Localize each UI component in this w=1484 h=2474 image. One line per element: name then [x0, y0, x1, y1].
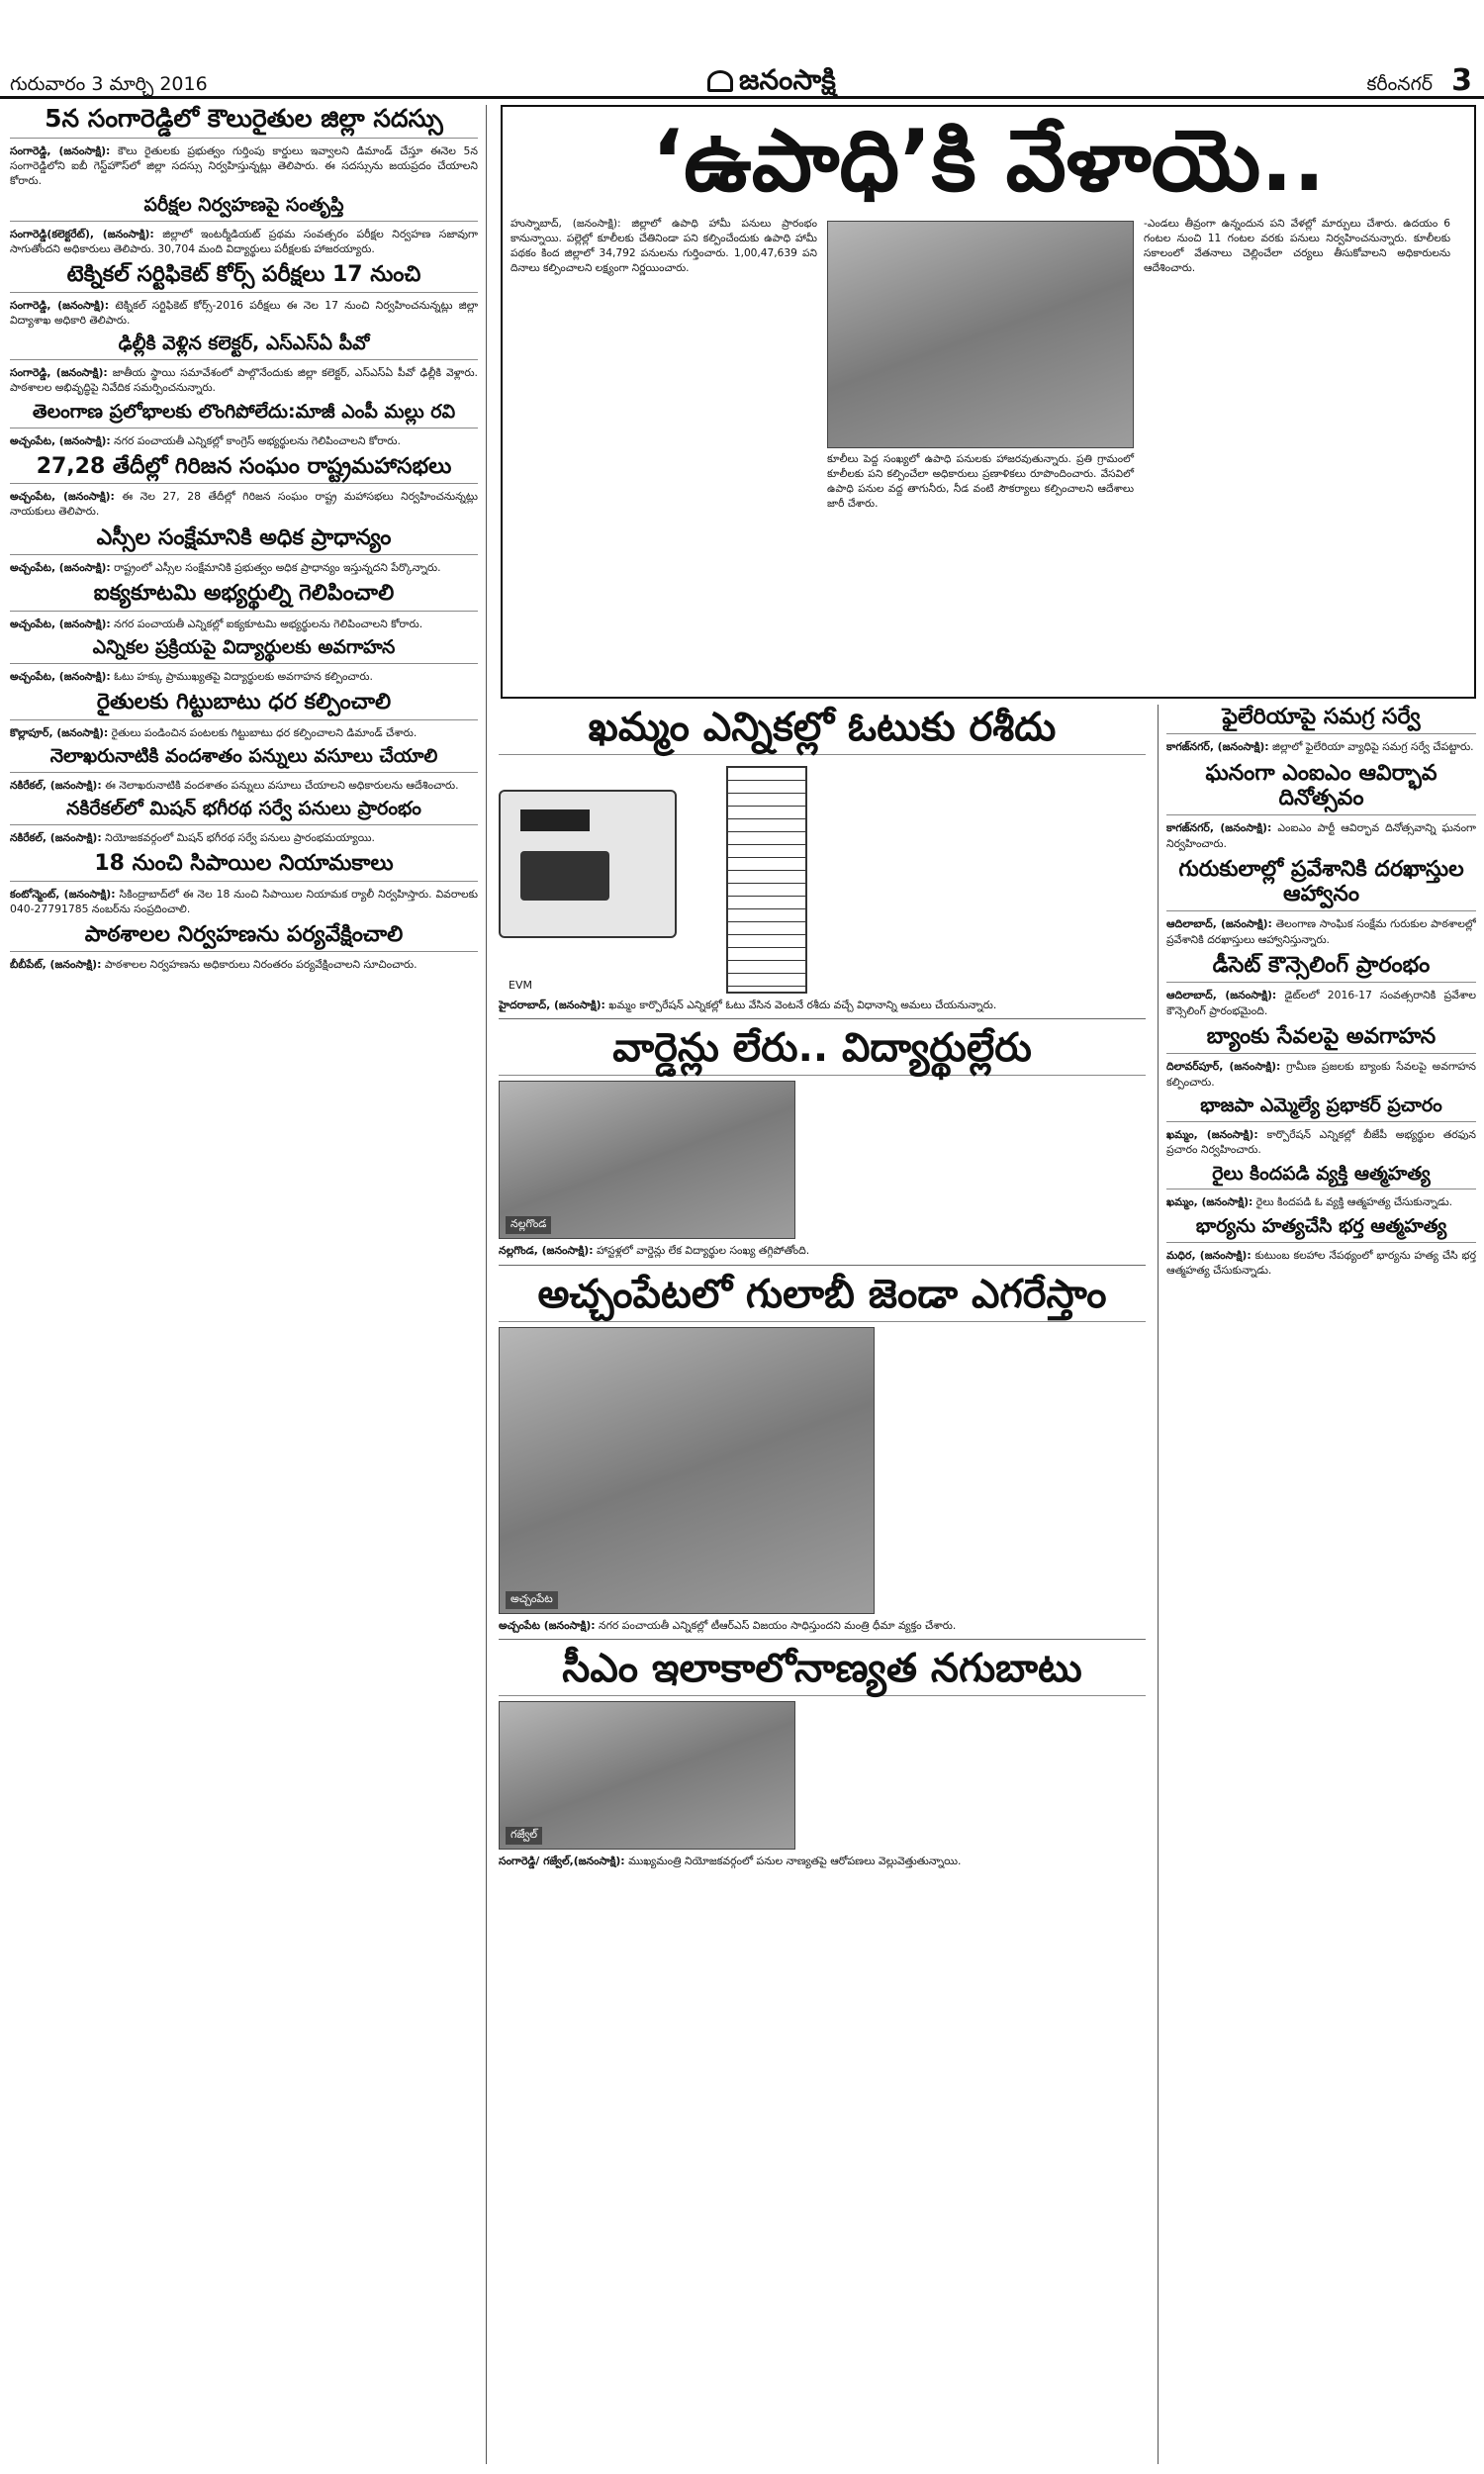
dateline: నకిరేకల్, (జనంసాక్షి): — [10, 778, 102, 792]
story-body: జాతీయ స్థాయి సమావేశంలో పాల్గొనేందుకు జిల్లా కలెక్టర్, ఎస్ఎస్ఏ పీవో ఢిల్లీకి వెళ్లారు. పాఠశాలల అభివృద్ధిపై నివేదిక సమర్పించనున్నారు. — [10, 366, 478, 395]
story-headline: అచ్చంపేటలో గులాబీ జెండా ఎగరేస్తాం — [499, 1272, 1146, 1322]
story-headline: తెలంగాణ ప్రలోభాలకు లొంగిపోలేదు:మాజీ ఎంపీ మల్లు రవి — [10, 402, 478, 428]
story-body: ఎంఐఎం పార్టీ ఆవిర్భావ దినోత్సవాన్ని ఘనంగా నిర్వహించారు. — [1166, 821, 1476, 850]
dateline: అచ్చంపేట, (జనంసాక్షి): — [10, 490, 115, 504]
lead-col-1: హుస్నాబాద్, (జనంసాక్షి): జిల్లాలో ఉపాధి హామీ పనులు ప్రారంభం కానున్నాయి. పల్లెల్లో కూలీలకు చేతినిండా పని కల్పించేందుకు ఉపాధి హామీ పథకం కింద జిల్లాలో 34,792 పనులను గుర్తించారు. 1,00,47,639 పని దినాలు కల్పించాలని లక్ష్యంగా నిర్ణయించారు. — [510, 217, 817, 274]
dateline: ఖమ్మం, (జనంసాక్షి): — [1166, 1127, 1258, 1141]
dateline: సంగారెడ్డి, (జనంసాక్షి): — [10, 143, 111, 157]
story-headline: 5న సంగారెడ్డిలో కౌలురైతుల జిల్లా సదస్సు — [10, 105, 478, 139]
news-story — [1166, 1095, 1476, 1158]
story-headline: భాజపా ఎమ్మెల్యే ప్రభాకర్ ప్రచారం — [1166, 1095, 1476, 1122]
lead-photo — [827, 221, 1134, 448]
story-body: జిల్లాలో ఫైలేరియా వ్యాధిపై సమగ్ర సర్వే చేపట్టారు. — [1272, 740, 1474, 754]
dateline: ఆదిలాబాద్, (జనంసాక్షి): — [1166, 917, 1272, 931]
news-story — [1166, 1164, 1476, 1210]
story-headline: 27,28 తేదీల్లో గిరిజన సంఘం రాష్ట్రమహాసభలు — [10, 454, 478, 484]
masthead — [0, 0, 1484, 99]
story-photo — [499, 1081, 795, 1239]
news-story — [1166, 1024, 1476, 1090]
story-headline: సీఎం ఇలాకాలోనాణ్యత నగుబాటు — [499, 1646, 1146, 1696]
dateline: సంగారెడ్డి/ గజ్వేల్,(జనంసాక్షి): — [499, 1854, 625, 1867]
story-headline: ఘనంగా ఎంఐఎం ఆవిర్భావ దినోత్సవం — [1166, 761, 1476, 816]
news-story — [1166, 857, 1476, 947]
dateline: నకిరేకల్, (జనంసాక్షి): — [10, 830, 102, 844]
news-story — [499, 1272, 1146, 1633]
dateline: అచ్చంపేట, (జనంసాక్షి): — [10, 433, 111, 447]
middle-column — [499, 705, 1146, 2464]
story-body: నగర పంచాయతీ ఎన్నికల్లో ఐక్యకూటమి అభ్యర్థులను గెలిపించాలని కోరారు. — [114, 617, 423, 630]
story-headline: 18 నుంచి సిపాయిల నియామకాలు — [10, 851, 478, 881]
story-headline: వార్డెన్లు లేరు.. విద్యార్థుల్లేరు — [499, 1025, 1146, 1076]
news-story — [10, 402, 478, 448]
story-body: కార్పొరేషన్ ఎన్నికల్లో బీజేపీ అభ్యర్థుల తరఫున ప్రచారం నిర్వహించారు. — [1166, 1127, 1476, 1157]
dateline: బీబీపేట్, (జనంసాక్షి): — [10, 958, 102, 972]
story-body: గ్రామీణ ప్రజలకు బ్యాంకు సేవలపై అవగాహన కల్పించారు. — [1166, 1060, 1476, 1089]
story-body: నగర పంచాయతీ ఎన్నికల్లో టీఆర్ఎస్ విజయం సాధిస్తుందని మంత్రి ధీమా వ్యక్తం చేశారు. — [599, 1618, 957, 1632]
story-headline: రైలు కిందపడి వ్యక్తి ఆత్మహత్య — [1166, 1164, 1476, 1190]
story-body: రైతులు పండించిన పంటలకు గిట్టుబాటు ధర కల్పించాలని డిమాండ్ చేశారు. — [111, 725, 417, 739]
story-body: కుటుంబ కలహాల నేపథ్యంలో భార్యను హత్య చేసి భర్త ఆత్మహత్య చేసుకున్నాడు. — [1166, 1248, 1476, 1277]
photo-label: EVM — [509, 979, 532, 992]
story-body: తెలంగాణ సాంఘిక సంక్షేమ గురుకుల పాఠశాలల్లో ప్రవేశానికి దరఖాస్తులు ఆహ్వానిస్తున్నారు. — [1166, 917, 1476, 946]
story-body: కౌలు రైతులకు ప్రభుత్వం గుర్తింపు కార్డులు ఇవ్వాలని డిమాండ్ చేస్తూ ఈనెల 5న సంగారెడ్డిలోని ఐబీ గెస్ట్‌హౌస్‌లో జిల్లా సదస్సు నిర్వహిస్తున్నట్లు తెలిపారు. ఈ సదస్సును జయప్రదం చేయాలని కోరారు. — [10, 143, 479, 188]
dateline: హైదరాబాద్, (జనంసాక్షి): — [499, 999, 605, 1011]
dateline: కాగజ్‌నగర్, (జనంసాక్షి): — [1166, 821, 1272, 835]
photo-label: నల్లగొండ — [506, 1216, 551, 1234]
ballot-unit-icon — [726, 766, 807, 994]
story-body: రాష్ట్రంలో ఎస్సీల సంక్షేమానికి ప్రభుత్వం అధిక ప్రాధాన్యం ఇస్తున్నదని పేర్కొన్నారు. — [114, 561, 441, 575]
story-body: పాఠశాలల నిర్వహణను అధికారులు నిరంతరం పర్యవేక్షించాలని సూచించారు. — [104, 958, 417, 972]
news-story — [1166, 953, 1476, 1018]
evm-illustration — [499, 760, 1146, 998]
story-body: ఖమ్మం కార్పొరేషన్ ఎన్నికల్లో ఓటు వేసిన వెంటనే రశీదు వచ్చే విధానాన్ని అమలు చేయనున్నారు. — [608, 999, 997, 1011]
dateline: ఖమ్మం, (జనంసాక్షి): — [1166, 1195, 1253, 1209]
paper-logo — [707, 63, 836, 103]
story-photo — [499, 1701, 795, 1850]
story-body: నియోజకవర్గంలో మిషన్ భగీరథ సర్వే పనులు ప్రారంభమయ్యాయి. — [105, 830, 375, 844]
story-body: డైట్‌లలో 2016-17 సంవత్సరానికి ప్రవేశాల కౌన్సెలింగ్ ప్రారంభమైంది. — [1166, 989, 1476, 1017]
story-headline: ఎస్సీల సంక్షేమానికి అధిక ప్రాధాన్యం — [10, 525, 478, 555]
news-story — [10, 922, 478, 973]
dateline: సంగారెడ్డి(కలెక్టరేట్), (జనంసాక్షి): — [10, 227, 154, 240]
dateline: దిలావర్‌పూర్, (జనంసాక్షి): — [1166, 1060, 1281, 1074]
news-story — [1166, 1216, 1476, 1279]
news-story — [10, 581, 478, 631]
story-headline: డీసెట్ కౌన్సెలింగ్ ప్రారంభం — [1166, 953, 1476, 983]
paper-logo-icon — [707, 70, 733, 92]
dateline: అచ్చంపేట, (జనంసాక్షి): — [10, 561, 111, 575]
dateline: కొల్లాపూర్, (జనంసాక్షి): — [10, 725, 109, 739]
dateline: మధిర, (జనంసాక్షి): — [1166, 1248, 1252, 1262]
story-headline: భార్యను హత్యచేసి భర్త ఆత్మహత్య — [1166, 1216, 1476, 1243]
lead-col-3: -ఎండలు తీవ్రంగా ఉన్నందున పని వేళల్లో మార్పులు చేశారు. ఉదయం 6 గంటల నుంచి 11 గంటల వరకు పనులు నిర్వహించనున్నారు. కూలీలకు సకాలంలో వేతనాలు చెల్లించేలా చర్యలు తీసుకోవాలని అధికారులను ఆదేశించారు. — [1144, 217, 1450, 274]
news-story — [10, 333, 478, 396]
news-story — [10, 637, 478, 684]
dateline: నల్లగొండ, (జనంసాక్షి): — [499, 1244, 594, 1258]
news-story — [10, 262, 478, 328]
paper-name: జనంసాక్షి — [739, 63, 836, 96]
story-headline: ఐక్యకూటమి అభ్యర్థుల్ని గెలిపించాలి — [10, 581, 478, 611]
evm-machine-icon — [499, 790, 677, 938]
dateline: అచ్చంపేట (జనంసాక్షి): — [499, 1618, 596, 1632]
news-story — [10, 525, 478, 576]
news-story — [499, 1646, 1146, 1868]
story-headline: టెక్నికల్ సర్టిఫికెట్ కోర్స్ పరీక్షలు 17 నుంచి — [10, 262, 478, 292]
news-story — [10, 454, 478, 520]
story-headline: పరీక్షల నిర్వహణపై సంతృప్తి — [10, 195, 478, 222]
story-headline: నకిరేకల్‌లో మిషన్ భగీరథ సర్వే పనులు ప్రారంభం — [10, 799, 478, 825]
story-body: హాస్టళ్లలో వార్డెన్లు లేక విద్యార్థుల సంఖ్య తగ్గిపోతోంది. — [596, 1244, 810, 1258]
story-body: నగర పంచాయతీ ఎన్నికల్లో కాంగ్రెస్ అభ్యర్థులను గెలిపించాలని కోరారు. — [114, 433, 401, 447]
news-story — [10, 799, 478, 845]
story-headline: గురుకులాల్లో ప్రవేశానికి దరఖాస్తుల ఆహ్వానం — [1166, 857, 1476, 912]
dateline: కాగజ్‌నగర్, (జనంసాక్షి): — [1166, 740, 1269, 754]
left-column — [10, 105, 487, 2464]
dateline: ఆదిలాబాద్, (జనంసాక్షి): — [1166, 989, 1277, 1002]
news-story — [1166, 705, 1476, 755]
story-headline: ఖమ్మం ఎన్నికల్లో ఓటుకు రశీదు — [499, 705, 1146, 755]
dateline: సంగారెడ్డి, (జనంసాక్షి): — [10, 366, 108, 380]
news-story — [10, 851, 478, 916]
dateline: అచ్చంపేట, (జనంసాక్షి): — [10, 669, 111, 683]
news-story — [10, 690, 478, 740]
news-story — [10, 195, 478, 257]
photo-label: అచ్చంపేట — [506, 1591, 558, 1609]
news-story — [1166, 761, 1476, 851]
issue-date: గురువారం 3 మార్చి 2016 — [10, 73, 208, 95]
story-headline: బ్యాంకు సేవలపై అవగాహన — [1166, 1024, 1476, 1054]
edition-name: కరీంనగర్ — [1366, 73, 1433, 95]
photo-label: గజ్వేల్ — [506, 1827, 542, 1845]
news-story — [10, 746, 478, 793]
story-headline: ఫైలేరియాపై సమగ్ర సర్వే — [1166, 705, 1476, 734]
news-story — [499, 705, 1146, 1012]
story-body: టెక్నికల్ సర్టిఫికెట్ కోర్స్-2016 పరీక్షలు ఈ నెల 17 నుంచి నిర్వహించనున్నట్లు జిల్లా విద్యాశాఖ అధికారి తెలిపారు. — [10, 298, 478, 327]
story-photo — [499, 1327, 875, 1614]
story-body: ముఖ్యమంత్రి నియోజకవర్గంలో పనుల నాణ్యతపై ఆరోపణలు వెల్లువెత్తుతున్నాయి. — [628, 1854, 962, 1867]
story-body: ఈ నెల 27, 28 తేదీల్లో గిరిజన సంఘం రాష్ట్ర మహాసభలు నిర్వహించనున్నట్లు నాయకులు తెలిపారు. — [10, 490, 478, 519]
lead-headline: ‘ఉపాధి’కి వేళాయె.. — [651, 112, 1326, 211]
page-number: 3 — [1451, 63, 1472, 98]
story-headline: నెలాఖరునాటికి వందశాతం పన్నులు వసూలు చేయాలి — [10, 746, 478, 773]
dateline: అచ్చంపేట, (జనంసాక్షి): — [10, 617, 111, 630]
right-column — [1158, 705, 1476, 2464]
news-story — [499, 1025, 1146, 1258]
story-body: ఓటు హక్కు ప్రాముఖ్యతపై విద్యార్థులకు అవగాహన కల్పించారు. — [114, 669, 373, 683]
story-headline: ఎన్నికల ప్రక్రియపై విద్యార్థులకు అవగాహన — [10, 637, 478, 664]
lead-col-2: కూలీలు పెద్ద సంఖ్యలో ఉపాధి పనులకు హాజరవుతున్నారు. ప్రతి గ్రామంలో కూలీలకు పని కల్పించేలా అధికారులు ప్రణాళికలు రూపొందించారు. వేసవిలో ఉపాధి పనుల వద్ద తాగునీరు, నీడ వంటి సౌకర్యాలు కల్పించాలని ఆదేశాలు జారీ చేశారు. — [827, 452, 1134, 510]
lead-story — [501, 105, 1476, 699]
story-body: జిల్లాలో ఇంటర్మీడియట్ ప్రథమ సంవత్సరం పరీక్షల నిర్వహణ సజావుగా సాగుతోందని అధికారులు తెలిపారు. 30,704 మంది విద్యార్థులు పరీక్షలకు హాజరయ్యారు. — [10, 227, 479, 255]
story-body: సికింద్రాబాద్‌లో ఈ నెల 18 నుంచి సిపాయిల నియామక ర్యాలీ నిర్వహిస్తారు. వివరాలకు 040-27791785 నంబర్‌ను సంప్రదించాలి. — [10, 887, 478, 915]
news-story — [10, 105, 478, 189]
story-headline: రైతులకు గిట్టుబాటు ధర కల్పించాలి — [10, 690, 478, 719]
dateline: కంటోన్మెంట్, (జనంసాక్షి): — [10, 887, 116, 901]
story-body: ఈ నెలాఖరునాటికి వందశాతం పన్నులు వసూలు చేయాలని అధికారులను ఆదేశించారు. — [105, 778, 459, 792]
story-headline: పాఠశాలల నిర్వహణను పర్యవేక్షించాలి — [10, 922, 478, 952]
story-headline: ఢిల్లీకి వెళ్లిన కలెక్టర్, ఎస్ఎస్ఏ పీవో — [10, 333, 478, 360]
story-body: రైలు కిందపడి ఓ వ్యక్తి ఆత్మహత్య చేసుకున్నాడు. — [1255, 1195, 1453, 1209]
dateline: సంగారెడ్డి, (జనంసాక్షి): — [10, 298, 110, 312]
